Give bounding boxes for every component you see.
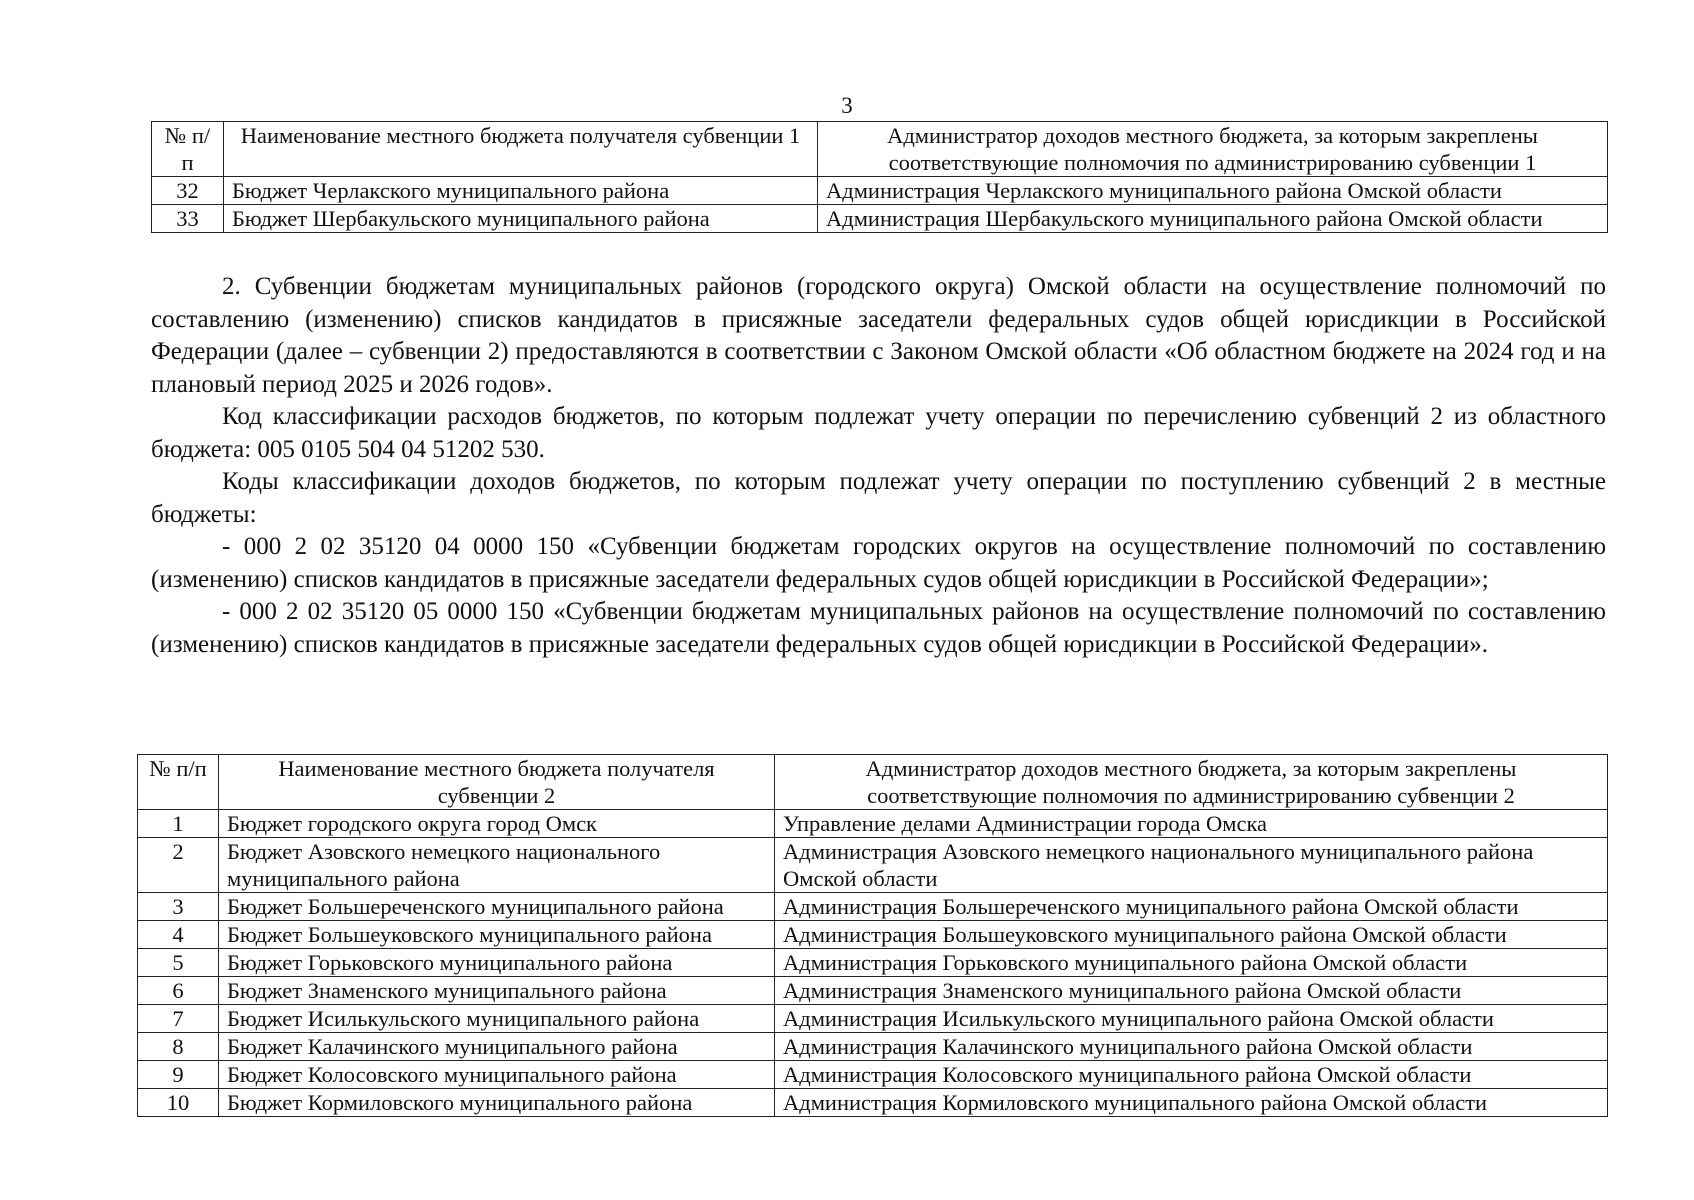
table-row xyxy=(152,177,1608,205)
row-budget-name: Бюджет Большеуковского муниципального района xyxy=(219,921,775,949)
page-number: 3 xyxy=(841,93,853,118)
row-num: 7 xyxy=(138,1005,219,1033)
row-num: 6 xyxy=(138,977,219,1005)
table-body xyxy=(138,810,1608,1117)
row-num: 3 xyxy=(138,893,219,921)
row-num: 2 xyxy=(138,838,219,893)
table-header-row xyxy=(138,755,1608,810)
row-budget-name: Бюджет Калачинского муниципального района xyxy=(219,1033,775,1061)
table-row xyxy=(138,810,1608,838)
subvention-2-recipients-table xyxy=(137,754,1608,1117)
row-administrator: Администрация Азовского немецкого национального муниципального района Омской области xyxy=(775,838,1608,893)
row-num: 32 xyxy=(152,177,224,205)
row-administrator: Администрация Исилькульского муниципального района Омской области xyxy=(775,1005,1608,1033)
paragraph-income-code-district: - 000 2 02 35120 05 0000 150 «Субвенции бюджетам муниципальных районов на осуществление полномочий по составлению (изменению) списков кандидатов в присяжные заседатели федеральных судов общей юрисдикции в Российской Федерации». xyxy=(151,598,1606,658)
table-row xyxy=(138,1033,1608,1061)
table-row xyxy=(138,1089,1608,1117)
row-num: 1 xyxy=(138,810,219,838)
row-budget-name: Бюджет Азовского немецкого национального муниципального района xyxy=(219,838,775,893)
table-row xyxy=(138,1061,1608,1089)
row-administrator: Администрация Большереченского муниципального района Омской области xyxy=(775,893,1608,921)
row-budget-name: Бюджет Горьковского муниципального района xyxy=(219,949,775,977)
paragraph-income-codes-intro: Коды классификации доходов бюджетов, по которым подлежат учету операции по поступлению субвенций 2 в местные бюджеты: xyxy=(151,468,1606,528)
row-administrator: Управление делами Администрации города Омска xyxy=(775,810,1608,838)
row-administrator: Администрация Колосовского муниципального района Омской области xyxy=(775,1061,1608,1089)
row-budget-name: Бюджет Черлакского муниципального района xyxy=(224,177,818,205)
paragraph-subventions-2: 2. Субвенции бюджетам муниципальных районов (городского округа) Омской области на осуществление полномочий по составлению (изменению) списков кандидатов в присяжные заседатели федеральных судов общей юрисдикции в Российской Федерации (далее – субвенции 2) предоставляются в соответствии с Законом Омской области «Об областном бюджете на 2024 год и на плановый период 2025 и 2026 годов». xyxy=(151,273,1606,398)
header-num: № п/п xyxy=(152,122,224,177)
row-budget-name: Бюджет Шербакульского муниципального района xyxy=(224,205,818,233)
table-row xyxy=(138,977,1608,1005)
row-num: 5 xyxy=(138,949,219,977)
row-num: 9 xyxy=(138,1061,219,1089)
row-administrator: Администрация Шербакульского муниципального района Омской области xyxy=(818,205,1608,233)
row-administrator: Администрация Черлакского муниципального района Омской области xyxy=(818,177,1608,205)
table-row xyxy=(152,205,1608,233)
row-budget-name: Бюджет Колосовского муниципального района xyxy=(219,1061,775,1089)
table-row xyxy=(138,1005,1608,1033)
body-text xyxy=(151,271,1606,661)
row-num: 33 xyxy=(152,205,224,233)
row-num: 4 xyxy=(138,921,219,949)
row-num: 8 xyxy=(138,1033,219,1061)
row-administrator: Администрация Горьковского муниципального района Омской области xyxy=(775,949,1608,977)
paragraph-income-code-city: - 000 2 02 35120 04 0000 150 «Субвенции бюджетам городских округов на осуществление полномочий по составлению (изменению) списков кандидатов в присяжные заседатели федеральных судов общей юрисдикции в Российской Федерации»; xyxy=(151,533,1606,593)
row-budget-name: Бюджет Большереченского муниципального района xyxy=(219,893,775,921)
table-row xyxy=(138,838,1608,893)
table-row xyxy=(138,949,1608,977)
row-budget-name: Бюджет Исилькульского муниципального района xyxy=(219,1005,775,1033)
row-budget-name: Бюджет Знаменского муниципального района xyxy=(219,977,775,1005)
row-administrator: Администрация Большеуковского муниципального района Омской области xyxy=(775,921,1608,949)
paragraph-expense-code: Код классификации расходов бюджетов, по которым подлежат учету операции по перечислению субвенций 2 из областного бюджета: 005 0105 504 04 51202 530. xyxy=(151,403,1606,463)
header-budget-name: Наименование местного бюджета получателя субвенции 2 xyxy=(219,755,775,810)
row-budget-name: Бюджет городского округа город Омск xyxy=(219,810,775,838)
subvention-1-recipients-table xyxy=(151,121,1608,233)
row-budget-name: Бюджет Кормиловского муниципального района xyxy=(219,1089,775,1117)
row-administrator: Администрация Калачинского муниципального района Омской области xyxy=(775,1033,1608,1061)
header-administrator: Администратор доходов местного бюджета, за которым закреплены соответствующие полномочия по администрированию субвенции 1 xyxy=(818,122,1608,177)
row-administrator: Администрация Кормиловского муниципального района Омской области xyxy=(775,1089,1608,1117)
header-administrator: Администратор доходов местного бюджета, за которым закреплены соответствующие полномочия по администрированию субвенции 2 xyxy=(775,755,1608,810)
row-num: 10 xyxy=(138,1089,219,1117)
table-row xyxy=(138,893,1608,921)
table-body xyxy=(152,177,1608,233)
table-row xyxy=(138,921,1608,949)
row-administrator: Администрация Знаменского муниципального района Омской области xyxy=(775,977,1608,1005)
table-header-row xyxy=(152,122,1608,177)
header-budget-name: Наименование местного бюджета получателя субвенции 1 xyxy=(224,122,818,177)
header-num: № п/п xyxy=(138,755,219,810)
